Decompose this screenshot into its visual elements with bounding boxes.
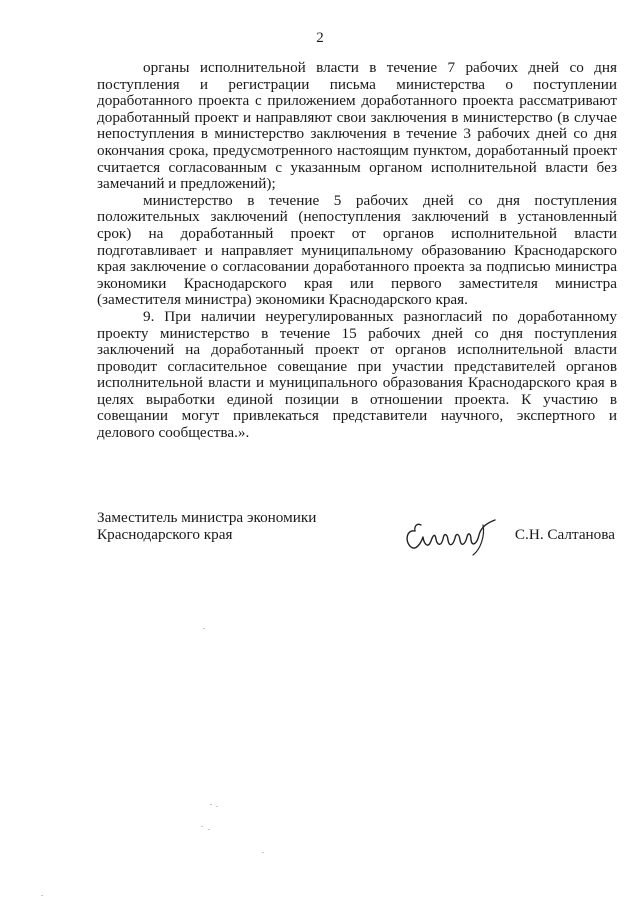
document-body [97,60,617,442]
signatory-name: С.Н. Салтанова [514,526,615,543]
paragraph-item-9: 9. При наличии неурегулированных разногласий по доработанному проекту министерство в течение 15 рабочих дней со дня поступления заключений на доработанный проект от органов исполнительной власти проводит согласительное совещание при участии представителей органов исполнительной власти и муниципального образования Краснодарского края в целях выработки единой позиции в отношении проекта. К участию в совещании могут привлекаться представители научного, экспертного и делового сообщества.». [97,307,617,442]
paragraph-ministry: министерство в течение 5 рабочих дней со дня поступления положительных заключений (непоступления заключений в установленный срок) на доработанный проект от органов исполнительной власти подготавливает и направляет муниципальному образованию Краснодарского края заключение о согласовании доработанного проекта за подписью министра экономики Краснодарского края или первого заместителя министра (заместителя министра) экономики Краснодарского края. [97,191,617,309]
signatory-title [97,509,316,543]
page-number: 2 [316,30,324,46]
signatory-title-line1: Заместитель министра экономики [97,509,317,526]
paragraph-executive-bodies: органы исполнительной власти в течение 7 рабочих дней со дня поступления и регистрации письма министерства о поступлении доработанного проекта с приложением доработанного проекта рассматривают доработанный проект и направляют свои заключения в министерство (в случае непоступления в министерство заключения в течение 3 рабочих дней со дня окончания срока, предусмотренного настоящим пунктом, доработанный проект считается согласованным с указанным органом исполнительной власти без замечаний и предложений); [97,59,617,193]
handwritten-signature [401,511,499,557]
signatory-title-line2: Краснодарского края [97,526,233,543]
signature-block [97,509,617,569]
